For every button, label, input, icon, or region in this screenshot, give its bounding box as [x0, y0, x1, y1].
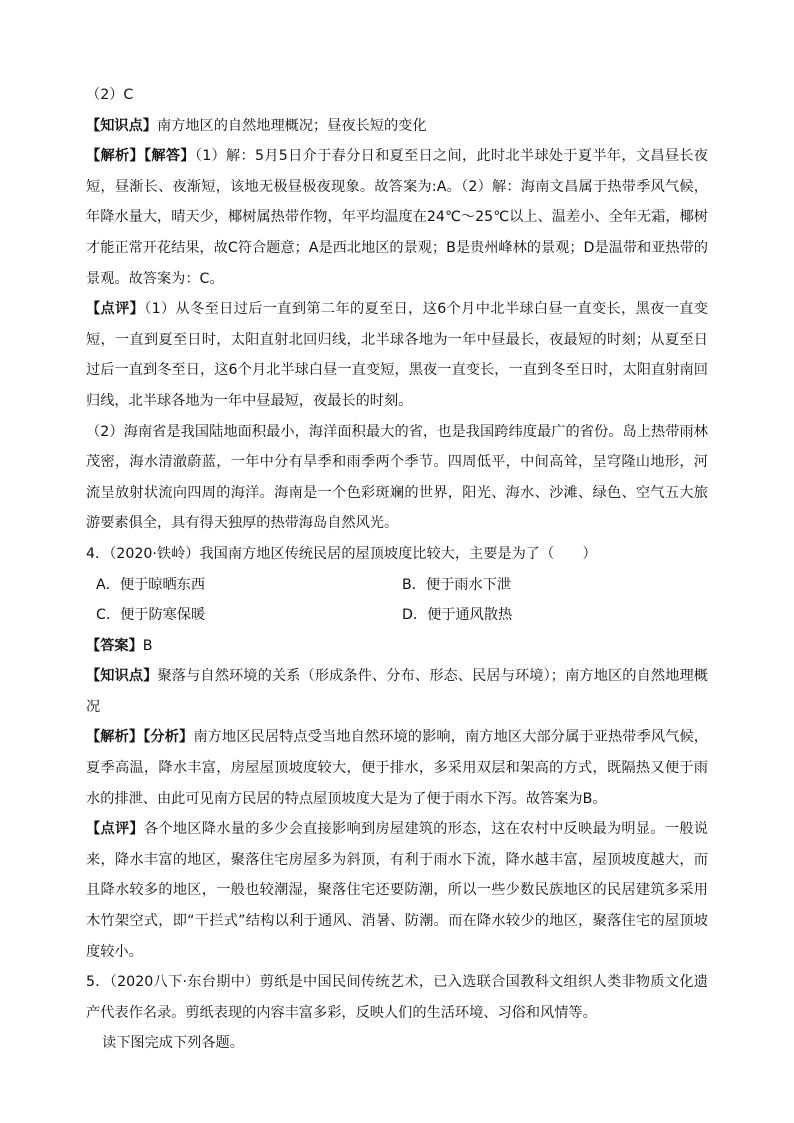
- q3-answer-part2: （2）C: [86, 87, 134, 103]
- q4-options: [86, 570, 708, 631]
- q4-comment: [86, 814, 708, 967]
- q3-comment: [86, 294, 708, 416]
- answer-tag: 【答案】: [86, 637, 143, 654]
- option-a: A．便于晾晒东西: [96, 576, 206, 593]
- comment-text: （1）从冬至日过后一直到第二年的夏至日，这6个月中北半球白昼一直变长，黑夜一直变短，一直到夏至日时，太阳直射北回归线，北半球各地为一年中昼最长，夜最短的时刻；从夏至日过后一直到冬至日，这6个月北半球白昼一直变短，黑夜一直变长，一直到冬至日时，太阳直射南回归线，北半球各地为一年中昼最短，夜最长的时刻。: [86, 301, 708, 409]
- q4-stem: 4．（2020·铁岭）我国南方地区传统民居的屋顶坡度比较大，主要是为了（ ）: [86, 545, 597, 562]
- analysis-text: （1）解：5月5日介于春分日和夏至日之间，此时北半球处于夏半年，文昌昼长夜短，昼渐长、夜渐短，该地无极昼极夜现象。故答案为:A。（2）解：海南文昌属于热带季风气候，年降水量大，晴天少，椰树属热带作物，年平均温度在24℃～25℃以上、温差小、全年无霜，椰树才能正常开花结果，故C符合题意；A是西北地区的景观；B是贵州峰林的景观；D是温带和亚热带的景观。故答案为：C。: [86, 148, 708, 287]
- comment-tag: 【点评】: [86, 821, 144, 838]
- answer-text: B: [142, 637, 153, 654]
- q4-analysis: [86, 722, 708, 814]
- q4-knowledge-point: [86, 661, 708, 722]
- q4-answer: [86, 631, 708, 662]
- analysis-tag: 【解析】【解答】: [86, 148, 195, 165]
- option-c: C．便于防寒保暖: [96, 607, 206, 624]
- comment-text: 各个地区降水量的多少会直接影响到房屋建筑的形态，这在农村中反映最为明显。一般说来，降水丰富的地区，聚落住宅房屋多为斜顶，有利于雨水下流，降水越丰富，屋顶坡度越大，而且降水较多的地区，一般也较潮湿，聚落住宅还要防潮，所以一些少数民族地区的民居建筑多采用木竹架空式，即“干拦式”结构以利于通风、消暑、防潮。而在降水较少的地区，聚落住宅的屋顶坡度较小。: [86, 821, 708, 960]
- analysis-tag: 【解析】【分析】: [86, 729, 194, 746]
- option-b: B．便于雨水下泄: [402, 576, 512, 593]
- knowledge-point-tag: 【知识点】: [86, 668, 158, 685]
- q5-instruction: 读下图完成下列各题。: [102, 1035, 244, 1052]
- knowledge-point-tag: 【知识点】: [86, 117, 157, 134]
- analysis-text: 南方地区民居特点受当地自然环境的影响，南方地区大部分属于亚热带季风气候，夏季高温，降水丰富，房屋屋顶坡度较大，便于排水，多采用双层和架高的方式，既隔热又便于雨水的排泄、由此可见南方民居的特点屋顶坡度大是为了便于雨水下泻。故答案为B。: [86, 729, 708, 807]
- knowledge-point-text: 南方地区的自然地理概况；昼夜长短的变化: [156, 117, 427, 134]
- q3-knowledge-point: [86, 111, 708, 142]
- q3-analysis: [86, 141, 708, 294]
- option-d: D．便于通风散热: [402, 607, 513, 624]
- q5-stem: 5．（2020八下·东台期中）剪纸是中国民间传统艺术，已入选联合国教科文组织人类非物质文化遗产代表作名录。剪纸表现的内容丰富多彩，反映人们的生活环境、习俗和风情等。: [86, 974, 708, 1021]
- document-body: [86, 80, 708, 1059]
- knowledge-point-text: 聚落与自然环境的关系（形成条件、分布、形态、民居与环境）；南方地区的自然地理概况: [86, 668, 708, 715]
- comment-tag: 【点评】: [86, 301, 145, 318]
- q3-comment-part2: （2）海南省是我国陆地面积最小，海洋面积最大的省，也是我国跨纬度最广的省份。岛上热带雨林茂密，海水清澈蔚蓝，一年中分有旱季和雨季两个季节。四周低平，中间高耸，呈穹隆山地形，河流呈放射状流向四周的海洋。海南是一个色彩斑斓的世界，阳光、海水、沙滩、绿色、空气五大旅游要素俱全，具有得天独厚的热带海岛自然风光。: [86, 423, 708, 532]
